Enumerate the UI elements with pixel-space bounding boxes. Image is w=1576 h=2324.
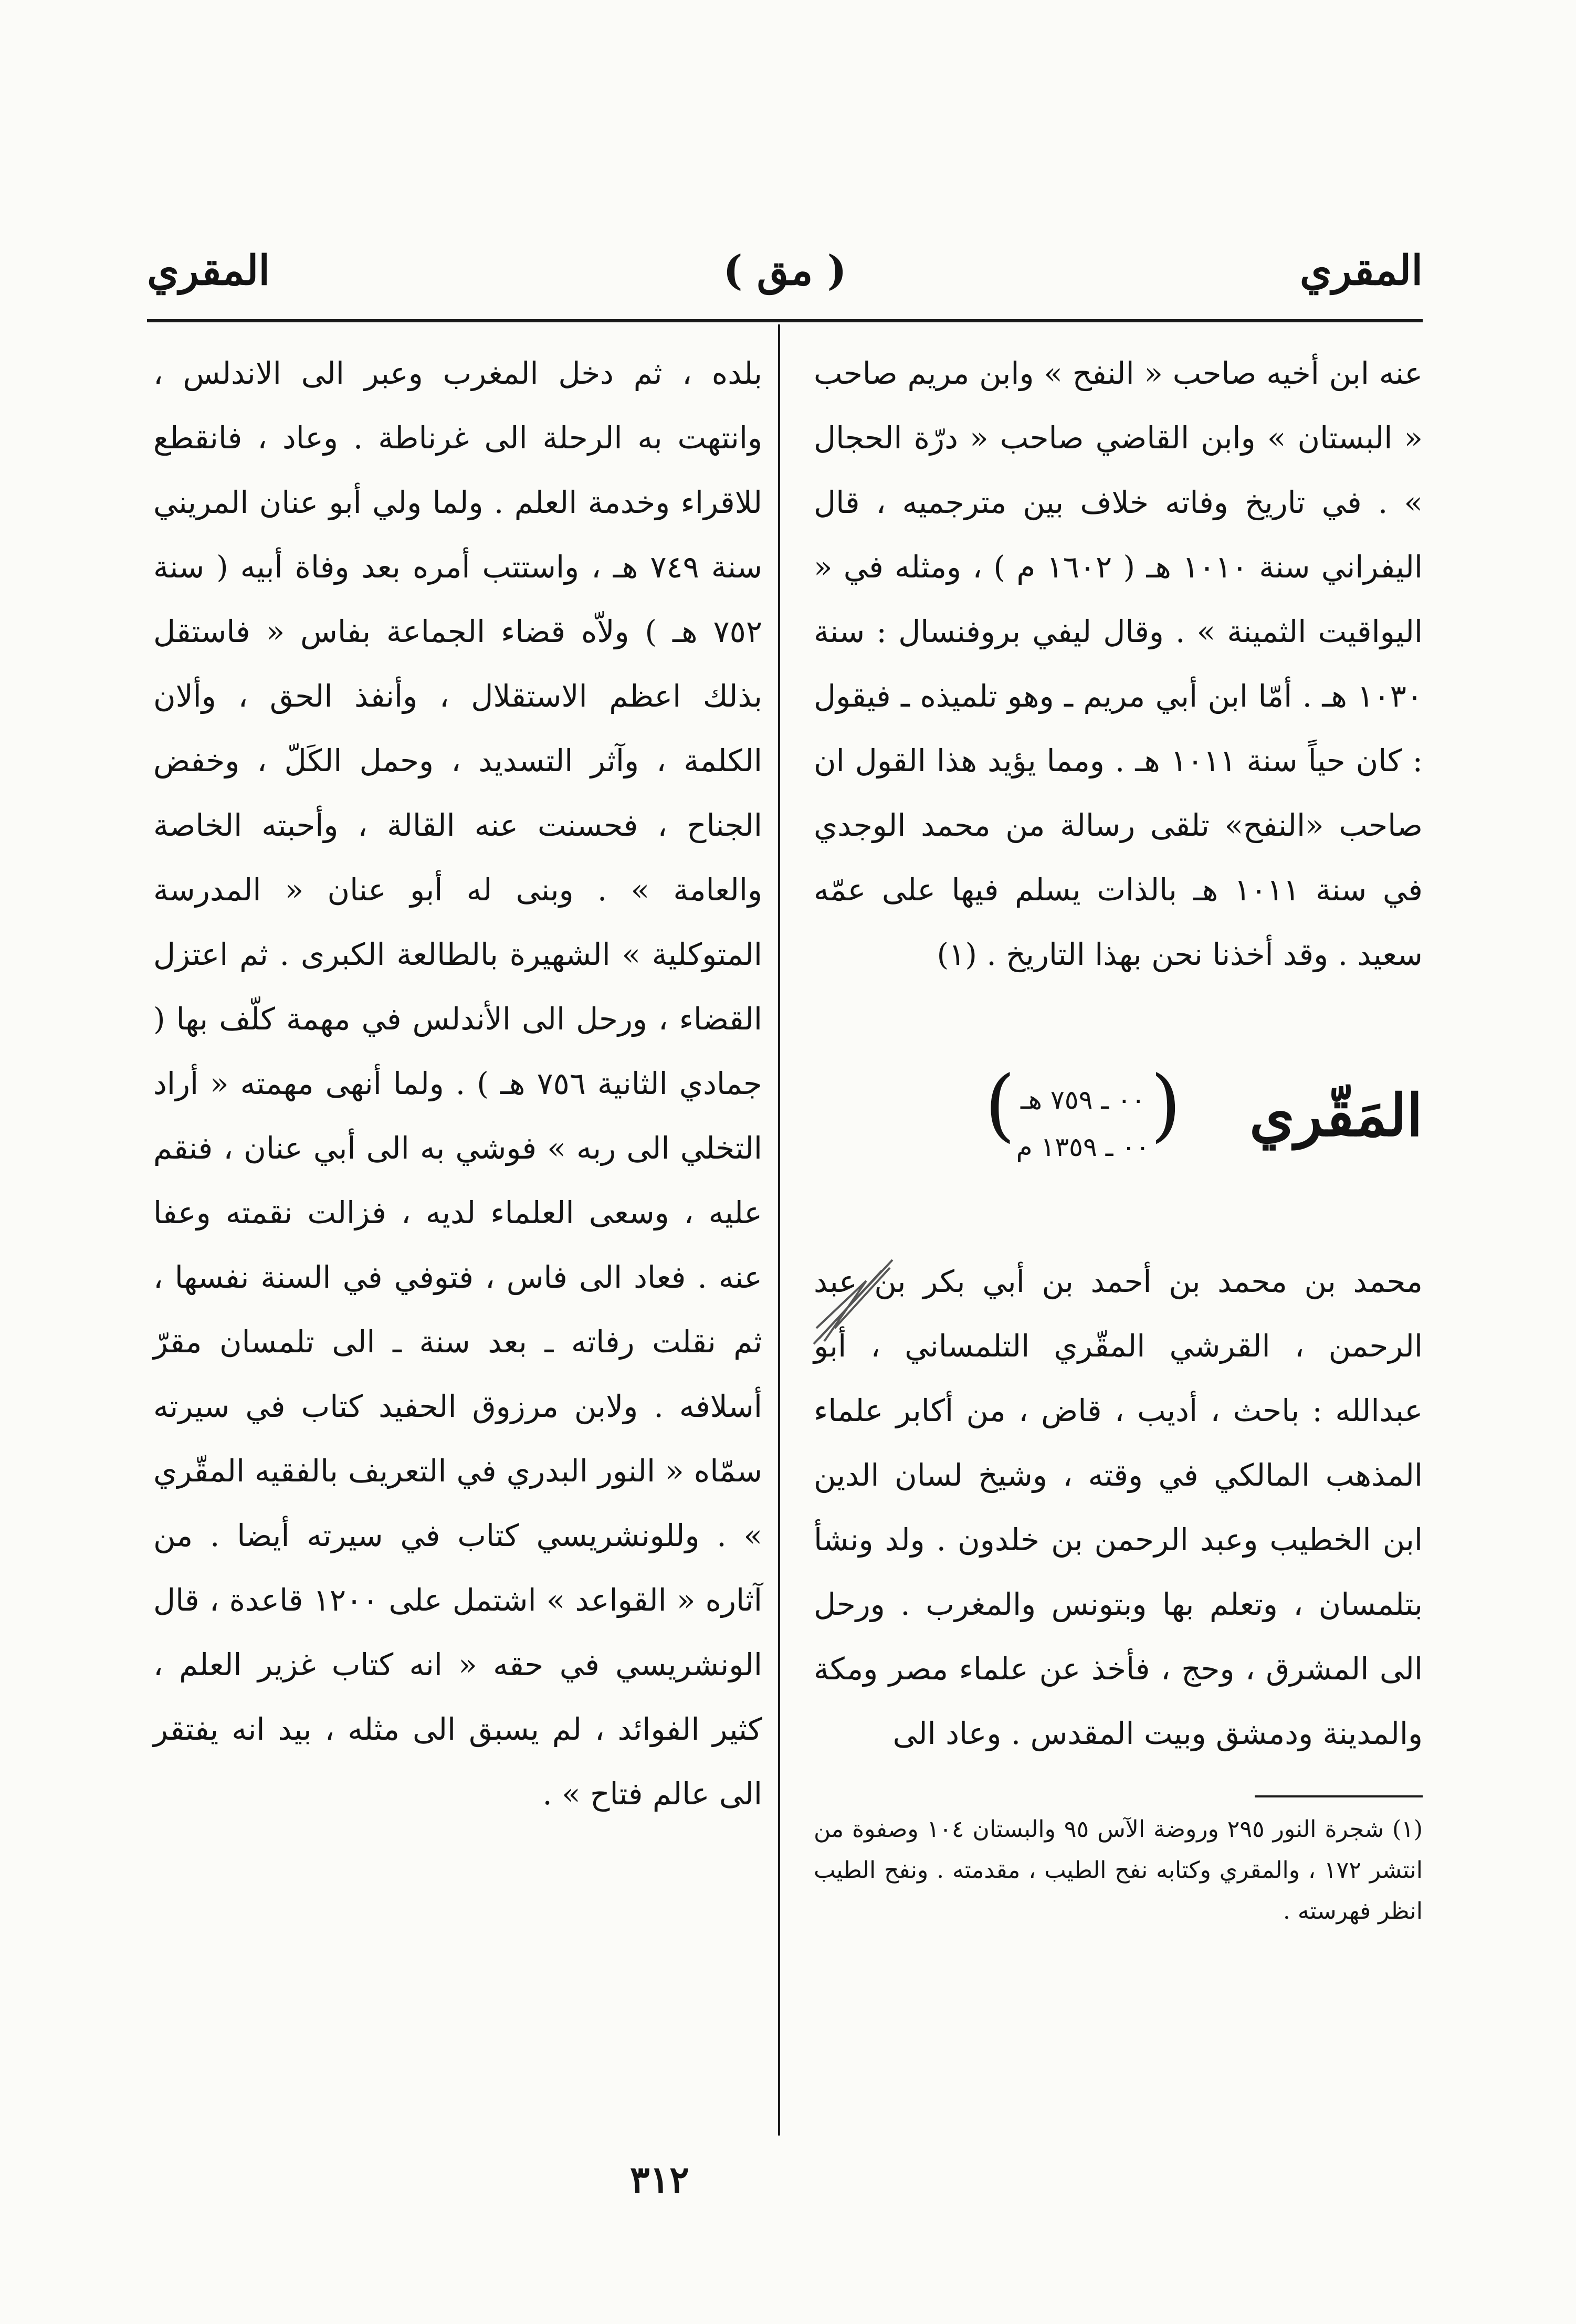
header-rule (147, 319, 1423, 322)
dates-close-paren-glyph: ) (984, 1059, 1016, 1151)
page-number: ٣١٢ (630, 2158, 689, 2201)
entry-text-start: محمد بن محمد بن أحمد بن أبي بكر بن عبد الرحمن ، القرشي المقّري التلمساني ، أبو عبدالله : باحث ، أديب ، قاض ، من أكابر علماء المذهب المالكي في وقته ، وشيخ لسان الدين ابن الخطيب وعبد الرحمن بن خلدون . ولد ونشأ بتلمسان ، وتعلم بها وبتونس والمغرب . ورحل الى المشرق ، وحج ، فأخذ عن علماء مصر ومكة والمدينة ودمشق وبيت المقدس . وعاد الى (814, 1264, 1423, 1751)
footnote: (١) شجرة النور ٢٩٥ وروضة الآس ٩٥ والبستان ١٠٤ وصفوة من انتشر ١٧٢ ، والمقري وكتابه نفح الطيب ، مقدمته . ونفح الطيب انظر فهرسته . (814, 1816, 1423, 1925)
entry-dates-hijri: ٠٠ ـ ٧٥٩ هـ (1020, 1085, 1146, 1115)
entry-heading (814, 1059, 1423, 1181)
header-center-section: ( مق ) (723, 247, 847, 295)
entry-name: المَقّري (1249, 1081, 1423, 1149)
pen-annotation-mark (803, 1249, 903, 1354)
header-right-title: المقري (1299, 247, 1423, 295)
dates-open-paren-glyph: ( (1150, 1059, 1181, 1151)
column-divider (778, 324, 780, 2136)
footnote-rule (1255, 1795, 1423, 1797)
running-header (147, 247, 1423, 325)
left-column (153, 341, 762, 1826)
right-column (814, 341, 1423, 1932)
previous-entry-text: عنه ابن أخيه صاحب « النفح » وابن مريم صاحب « البستان » وابن القاضي صاحب « درّة الحجال » . في تاريخ وفاته خلاف بين مترجميه ، قال اليفراني سنة ١٠١٠ هـ ( ١٦٠٢ م ) ، ومثله في « اليواقيت الثمينة » . وقال ليفي بروفنسال : سنة ١٠٣٠ هـ . أمّا ابن أبي مريم ـ وهو تلميذه ـ فيقول : كان حياً سنة ١٠١١ هـ . ومما يؤيد هذا القول ان صاحب «النفح» تلقى رسالة من محمد الوجدي في سنة ١٠١١ هـ بالذات يسلم فيها على عمّه سعيد . وقد أخذنا نحن بهذا التاريخ . (١) (814, 355, 1423, 972)
entry-dates-gregorian: ٠٠ ـ ١٣٥٩ م (1016, 1132, 1150, 1162)
entry-dates (984, 1059, 1181, 1171)
entry-text-continued: بلده ، ثم دخل المغرب وعبر الى الاندلس ، وانتهت به الرحلة الى غرناطة . وعاد ، فانقطع للاقراء وخدمة العلم . ولما ولي أبو عنان المريني سنة ٧٤٩ هـ ، واستتب أمره بعد وفاة أبيه ( سنة ٧٥٢ هـ ) ولاّه قضاء الجماعة بفاس « فاستقل بذلك اعظم الاستقلال ، وأنفذ الحق ، وألان الكلمة ، وآثر التسديد ، وحمل الكَلّ ، وخفض الجناح ، فحسنت عنه القالة ، وأحبته الخاصة والعامة » . وبنى له أبو عنان « المدرسة المتوكلية » الشهيرة بالطالعة الكبرى . ثم اعتزل القضاء ، ورحل الى الأندلس في مهمة كلّف بها ( جمادي الثانية ٧٥٦ هـ ) . ولما أنهى مهمته « أراد التخلي الى ربه » فوشي به الى أبي عنان ، فنقم عليه ، وسعى العلماء لديه ، فزالت نقمته وعفا عنه . فعاد الى فاس ، فتوفي في السنة نفسها ، ثم نقلت رفاته ـ بعد سنة ـ الى تلمسان مقرّ أسلافه . ولابن مرزوق الحفيد كتاب في سيرته سمّاه « النور البدري في التعريف بالفقيه المقّري » . وللونشريسي كتاب في سيرته أيضا . من آثاره « القواعد » اشتمل على ١٢٠٠ قاعدة ، قال الونشريسي في حقه « انه كتاب غزير العلم ، كثير الفوائد ، لم يسبق الى مثله ، بيد انه يفتقر الى عالم فتاح » . (153, 355, 762, 1812)
header-left-title: المقري (147, 247, 270, 295)
